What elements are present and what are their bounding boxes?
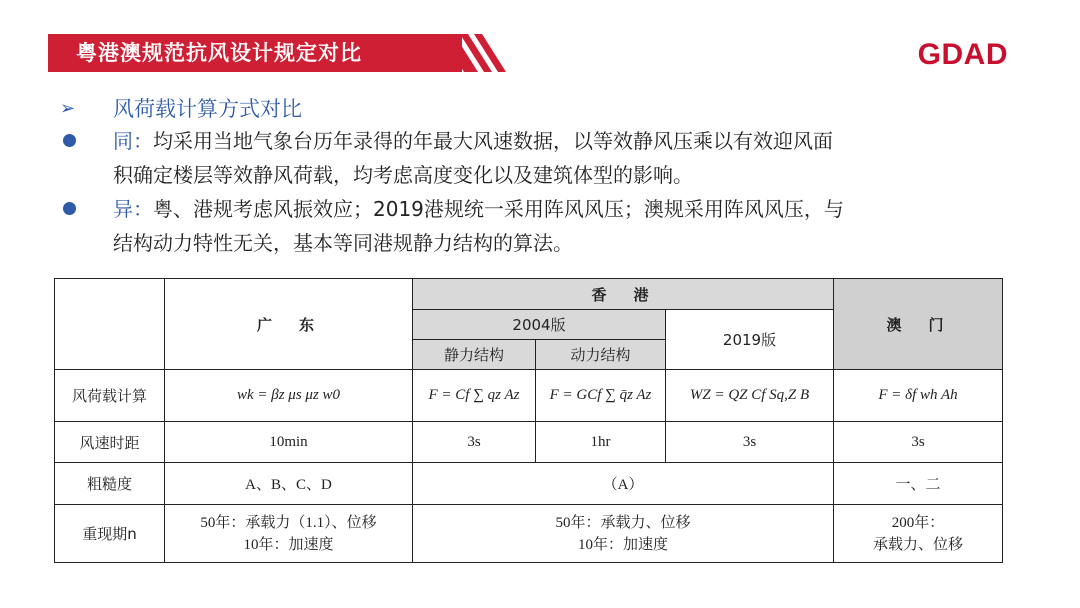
bullet-2-lead: 异： [113,197,153,221]
return-period-guangdong [165,505,413,563]
arrow-bullet-icon: ➢ [60,98,76,119]
bullet-1-line-1 [113,126,833,156]
return-period-macau-line-2: 承载力、位移 [873,536,964,553]
bullet-1-lead: 同： [113,129,153,153]
return-period-macau-line-1: 200年： [891,514,945,531]
bullet-1-line-2: 积确定楼层等效静风荷载，均考虑高度变化以及建筑体型的影响。 [113,163,693,187]
roughness-guangdong: A、B、C、D [165,463,413,505]
banner-stripes [440,34,510,72]
row-label-wind-load: 风荷载计算 [55,370,165,422]
bullet-1-text: 均采用当地气象台历年录得的年最大风速数据，以等效静风压乘以有效迎风面 [153,129,833,153]
row-label-return-period: 重现期n [55,505,165,563]
header-guangdong: 广 东 [165,279,413,370]
bullet-dot-icon [63,134,76,147]
return-period-macau [834,505,1003,563]
duration-guangdong: 10min [165,422,413,463]
bullet-dot-icon [63,202,76,215]
return-period-guangdong-line-2: 10年：加速度 [243,536,334,553]
header-hongkong: 香 港 [413,279,834,310]
formula-hk-static: F = Cf ∑ qz Az [413,370,536,422]
page-title: 粤港澳规范抗风设计规定对比 [76,41,362,65]
table-row [55,370,1003,422]
formula-hk-dynamic: F = GCf ∑ q̄z Az [536,370,666,422]
bullet-2-line-2: 结构动力特性无关，基本等同港规静力结构的算法。 [113,231,573,255]
table-corner-cell [55,279,165,370]
table-row [55,505,1003,563]
header-hk-2019: 2019版 [666,310,834,370]
gdad-logo: GDAD [917,38,1008,71]
duration-hk-2019: 3s [666,422,834,463]
formula-macau: F = δf wh Ah [834,370,1003,422]
return-period-guangdong-line-1: 50年：承载力（1.1）、位移 [200,514,377,531]
return-period-hongkong [413,505,834,563]
return-period-hongkong-line-1: 50年：承载力、位移 [555,514,691,531]
table-row [55,422,1003,463]
formula-guangdong: wk = βz μs μz w0 [165,370,413,422]
formula-hk-2019: WZ = QZ Cf Sq,Z B [666,370,834,422]
roughness-hongkong: （A） [413,463,834,505]
duration-hk-dynamic: 1hr [536,422,666,463]
table-row [55,463,1003,505]
header-macau: 澳 门 [834,279,1003,370]
row-label-wind-duration: 风速时距 [55,422,165,463]
duration-macau: 3s [834,422,1003,463]
header-hk-dynamic: 动力结构 [536,340,666,370]
return-period-hongkong-line-2: 10年：加速度 [578,536,669,553]
section-subheading: 风荷载计算方式对比 [113,97,302,121]
comparison-table [54,278,1003,563]
header-hk-static: 静力结构 [413,340,536,370]
roughness-macau: 一、二 [834,463,1003,505]
bullet-2-line-1 [113,194,844,224]
bullet-2-text: 粤、港规考虑风振效应；2019港规统一采用阵风风压；澳规采用阵风风压，与 [153,197,844,221]
header-hk-2004: 2004版 [413,310,666,340]
duration-hk-static: 3s [413,422,536,463]
row-label-roughness: 粗糙度 [55,463,165,505]
